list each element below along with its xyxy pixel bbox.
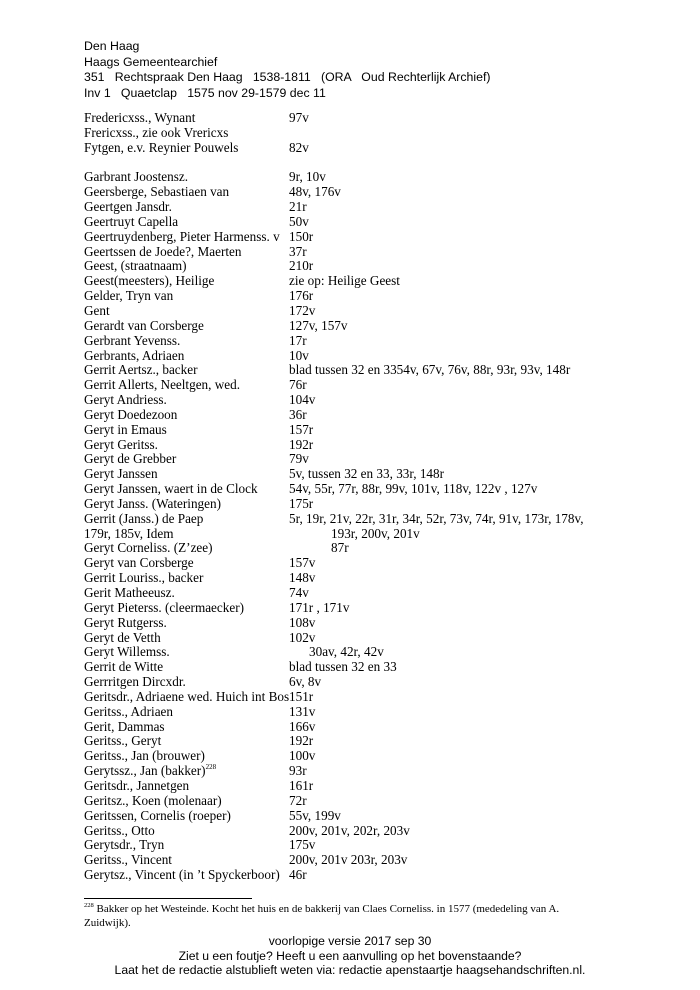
entry-name: [84, 467, 158, 482]
entry-folio-refs: 200v, 201v, 202r, 203v: [289, 822, 410, 838]
entry-name-text: Gerrit de Witte: [84, 659, 164, 675]
entry-folio-refs: 9r, 10v: [289, 169, 326, 185]
entry-name-text: Geryt de Vetth: [84, 629, 161, 645]
entry-name: [84, 126, 228, 141]
entry-name: [84, 705, 173, 720]
entry-name-text: Gerrritgen Dircxdr.: [84, 674, 186, 690]
entry-folio-refs: 148v: [289, 570, 316, 586]
entry-name-text: Geryt Janss. (Wateringen): [84, 495, 221, 511]
entry-folio-refs: 5v, tussen 32 en 33, 33r, 148r: [289, 466, 445, 482]
entry-name: [84, 185, 229, 200]
entry-folio-refs: 127v, 157v: [289, 317, 348, 333]
header-collection: 351 Rechtspraak Den Haag 1538-1811 (ORA Oud Rechterlijk Archief): [84, 70, 491, 84]
entry-folio-refs: 161r: [289, 777, 314, 793]
footnote-reference[interactable]: 228: [205, 763, 217, 772]
entry-folio-refs: 175v: [289, 837, 316, 853]
entry-name-text: Geryt in Emaus: [84, 421, 167, 437]
entry-name-text: Gerytssz., Jan (bakker): [84, 763, 206, 779]
entry-name-text: Gerytsdr., Tryn: [84, 837, 165, 853]
entry-name-text: Geryt Janssen: [84, 466, 158, 482]
entry-name: [84, 363, 198, 378]
entry-name-text: Geritss., Vincent: [84, 852, 172, 868]
entry-name-text: Geryt Corneliss. (Z’zee): [84, 540, 213, 556]
entry-name: [84, 749, 205, 764]
footnote-separator: [84, 898, 252, 899]
entry-folio-refs: 21r: [289, 199, 307, 215]
entry-folio-refs: 54v, 55r, 77r, 88r, 99v, 101v, 118v, 122v , 127v: [289, 481, 538, 497]
entry-name-text: Gerit Matheeusz.: [84, 585, 175, 600]
entry-name-text: Gerit, Dammas: [84, 718, 165, 734]
entry-folio-refs: 93r: [289, 763, 307, 779]
entry-name-text: Frericxss., zie ook Vrericxs: [84, 124, 229, 140]
entry-name: [84, 601, 244, 616]
entry-name-text: Gelder, Tryn van: [84, 288, 174, 304]
entry-name: [84, 423, 167, 438]
entry-name: [84, 571, 203, 586]
entry-name: [84, 556, 194, 571]
entry-name-text: Geest, (straatnaam): [84, 258, 187, 274]
entry-name: [84, 289, 173, 304]
entry-name-text: Gent: [84, 302, 110, 318]
entry-folio-refs: 55v, 199v: [289, 807, 341, 823]
entry-name: [84, 334, 180, 349]
entry-name: [84, 541, 213, 556]
entry-name: [84, 141, 238, 156]
footer-contact: Laat het de redactie alstublieft weten via: redactie apenstaartje haagsehandschriften.nl.: [114, 963, 586, 977]
entry-name-text: Gerrit Louriss., backer: [84, 570, 204, 586]
entry-folio-refs: 131v: [289, 703, 316, 719]
entry-name-text: Fytgen, e.v. Reynier Pouwels: [84, 139, 239, 155]
entry-name: [84, 215, 178, 230]
entry-name-text: Geritss., Geryt: [84, 733, 162, 749]
entry-name-text: Geersberge, Sebastiaen van: [84, 184, 230, 200]
entry-folio-refs: 87r: [331, 540, 349, 556]
entry-folio-refs: 104v: [289, 392, 316, 408]
entry-name: [84, 349, 184, 364]
entry-folio-refs: blad tussen 32 en 33: [289, 659, 397, 675]
entry-name: [84, 720, 165, 735]
entry-folio-refs: 30av, 42r, 42v: [309, 644, 384, 660]
entry-folio-refs: 5r, 19r, 21v, 22r, 31r, 34r, 52r, 73v, 74r, 91v, 173r, 178v,: [289, 510, 584, 526]
entry-folio-refs: 151r: [289, 688, 314, 704]
entry-folio-refs: 172v: [289, 302, 316, 318]
entry-name: [84, 794, 222, 809]
entry-name: [84, 393, 167, 408]
entry-name-text: Geryt van Corsberge: [84, 555, 194, 571]
entry-name-text: Fredericxss., Wynant: [84, 110, 196, 125]
entry-name-text: Geest(meesters), Heilige: [84, 273, 215, 289]
entry-name: [84, 779, 189, 794]
entry-folio-refs: 157v: [289, 555, 316, 571]
entry-name-text: Geritsz., Koen (molenaar): [84, 792, 222, 808]
footnote: [84, 903, 604, 930]
entry-name-text: Geryt Geritss.: [84, 436, 158, 452]
header-city: Den Haag: [84, 39, 140, 53]
entry-name-text: Geritsdr., Adriaene wed. Huich int Bos: [84, 688, 290, 704]
header-archive: Haags Gemeentearchief: [84, 54, 218, 69]
entry-folio-refs: zie op: Heilige Geest: [289, 273, 400, 289]
entry-folio-refs: 36r: [289, 406, 307, 422]
header-inventory: Inv 1 Quaetclap 1575 nov 29-1579 dec 11: [84, 85, 326, 100]
entry-folio-refs: 48v, 176v: [289, 184, 341, 200]
entry-name: [84, 764, 216, 779]
entry-name: [84, 616, 167, 631]
entry-name: [84, 452, 176, 467]
entry-name-text: Geritss., Otto: [84, 822, 155, 838]
entry-name: [84, 482, 258, 497]
page-footer: [0, 934, 700, 978]
entry-name-text: Gerrit Aertsz., backer: [84, 362, 198, 378]
entry-name-text: Gerbrant Yevenss.: [84, 332, 181, 348]
entry-folio-refs: 200v, 201v 203r, 203v: [289, 852, 408, 868]
entry-folio-refs: 166v: [289, 718, 316, 734]
entry-name: [84, 675, 186, 690]
entry-name: [84, 868, 280, 883]
entry-name: [84, 170, 188, 185]
entry-name-text: Geritsdr., Jannetgen: [84, 777, 190, 793]
entry-name: [84, 645, 170, 660]
entry-folio-refs: 82v: [289, 139, 309, 155]
entry-name-text: Gerbrants, Adriaen: [84, 347, 185, 363]
entry-name-text: Geertssen de Joede?, Maerten: [84, 243, 242, 259]
entry-folio-refs: 150r: [289, 228, 314, 244]
entry-folio-refs: 192r: [289, 733, 314, 749]
entry-folio-refs: 6v, 8v: [289, 674, 322, 690]
entry-name-text: Geryt Pieterss. (cleermaecker): [84, 599, 244, 615]
entry-folio-refs: 97v: [289, 110, 309, 125]
entry-name: [84, 838, 164, 853]
entry-folio-refs: 74v: [289, 585, 309, 600]
entry-name-text: 179r, 185v, Idem: [84, 525, 174, 541]
entry-name: [84, 230, 280, 245]
entry-name-text: Garbrant Joostensz.: [84, 169, 189, 185]
entry-name-text: Geryt Andriess.: [84, 392, 167, 408]
entry-name: [84, 200, 172, 215]
entry-folio-refs: 157r: [289, 421, 314, 437]
entry-name: [84, 734, 161, 749]
entry-name: [84, 690, 289, 705]
entry-name: [84, 319, 204, 334]
entry-name-text: Gerardt van Corsberge: [84, 317, 204, 333]
entry-name-text: Geryt Janssen, waert in de Clock: [84, 481, 258, 497]
entry-name-text: Geritssen, Cornelis (roeper): [84, 807, 231, 823]
entry-folio-refs: 171r , 171v: [289, 599, 350, 615]
footer-question: Ziet u een foutje? Heeft u een aanvulling op het bovenstaande?: [178, 948, 522, 963]
entry-folio-refs: 37r: [289, 243, 307, 259]
entry-name: [84, 809, 231, 824]
entry-name-text: Geryt Rutgerss.: [84, 614, 167, 630]
entry-name: [84, 660, 163, 675]
entry-name: [84, 438, 158, 453]
entry-folio-refs: 79v: [289, 451, 309, 467]
entry-name: [84, 245, 241, 260]
entry-name: [84, 497, 221, 512]
entry-folio-refs: 210r: [289, 258, 314, 274]
entry-name-text: Geertruydenberg, Pieter Harmenss. v: [84, 228, 280, 244]
entry-name: [84, 853, 172, 868]
entry-folio-refs: 17r: [289, 332, 307, 348]
entry-name: [84, 586, 175, 601]
entry-name-text: Geryt Doedezoon: [84, 406, 178, 422]
entry-name: [84, 304, 110, 319]
entry-name: [84, 631, 161, 646]
entry-name: [84, 111, 195, 126]
entry-folio-refs: 192r: [289, 436, 314, 452]
entry-name-text: Gerrit Allerts, Neeltgen, wed.: [84, 377, 241, 393]
entry-name: [84, 408, 177, 423]
entry-name: [84, 274, 214, 289]
entry-folio-refs: 46r: [289, 867, 307, 883]
entry-name: [84, 259, 187, 274]
entry-folio-refs: 10v: [289, 347, 309, 363]
entry-name: [84, 527, 173, 542]
entry-folio-refs: blad tussen 32 en 3354v, 67v, 76v, 88r, 93r, 93v, 148r: [289, 362, 571, 378]
footer-version: voorlopige versie 2017 sep 30: [268, 934, 432, 948]
entry-name: [84, 512, 203, 527]
entry-name: [84, 824, 155, 839]
entry-folio-refs: 102v: [289, 629, 316, 645]
archive-header: [84, 39, 490, 101]
entry-name-text: Geritss., Adriaen: [84, 703, 173, 719]
entry-folio-refs: 76r: [289, 377, 307, 393]
footnote-number: 228: [84, 902, 94, 909]
entry-name-text: Geertruyt Capella: [84, 213, 179, 229]
entry-name-text: Geertgen Jansdr.: [84, 199, 172, 215]
entry-folio-refs: 175r: [289, 495, 314, 511]
entry-folio-refs: 193r, 200v, 201v: [331, 525, 420, 541]
entry-folio-refs: 100v: [289, 748, 316, 764]
entry-folio-refs: 108v: [289, 614, 316, 630]
footnote-text: Bakker op het Westeinde. Kocht het huis en de bakkerij van Claes Corneliss. in 1577 (mededeling van A. Zuidwijk).: [84, 903, 560, 929]
entry-folio-refs: 176r: [289, 288, 314, 304]
entry-name: [84, 378, 240, 393]
entry-name-text: Geryt Willemss.: [84, 644, 170, 660]
entry-name-text: Gerrit (Janss.) de Paep: [84, 510, 204, 526]
entry-folio-refs: 50v: [289, 213, 309, 229]
entry-folio-refs: 72r: [289, 792, 307, 808]
entry-name-text: Geryt de Grebber: [84, 451, 177, 467]
entry-name-text: Geritss., Jan (brouwer): [84, 748, 205, 764]
entry-name-text: Gerytsz., Vincent (in ’t Spyckerboor): [84, 867, 280, 883]
